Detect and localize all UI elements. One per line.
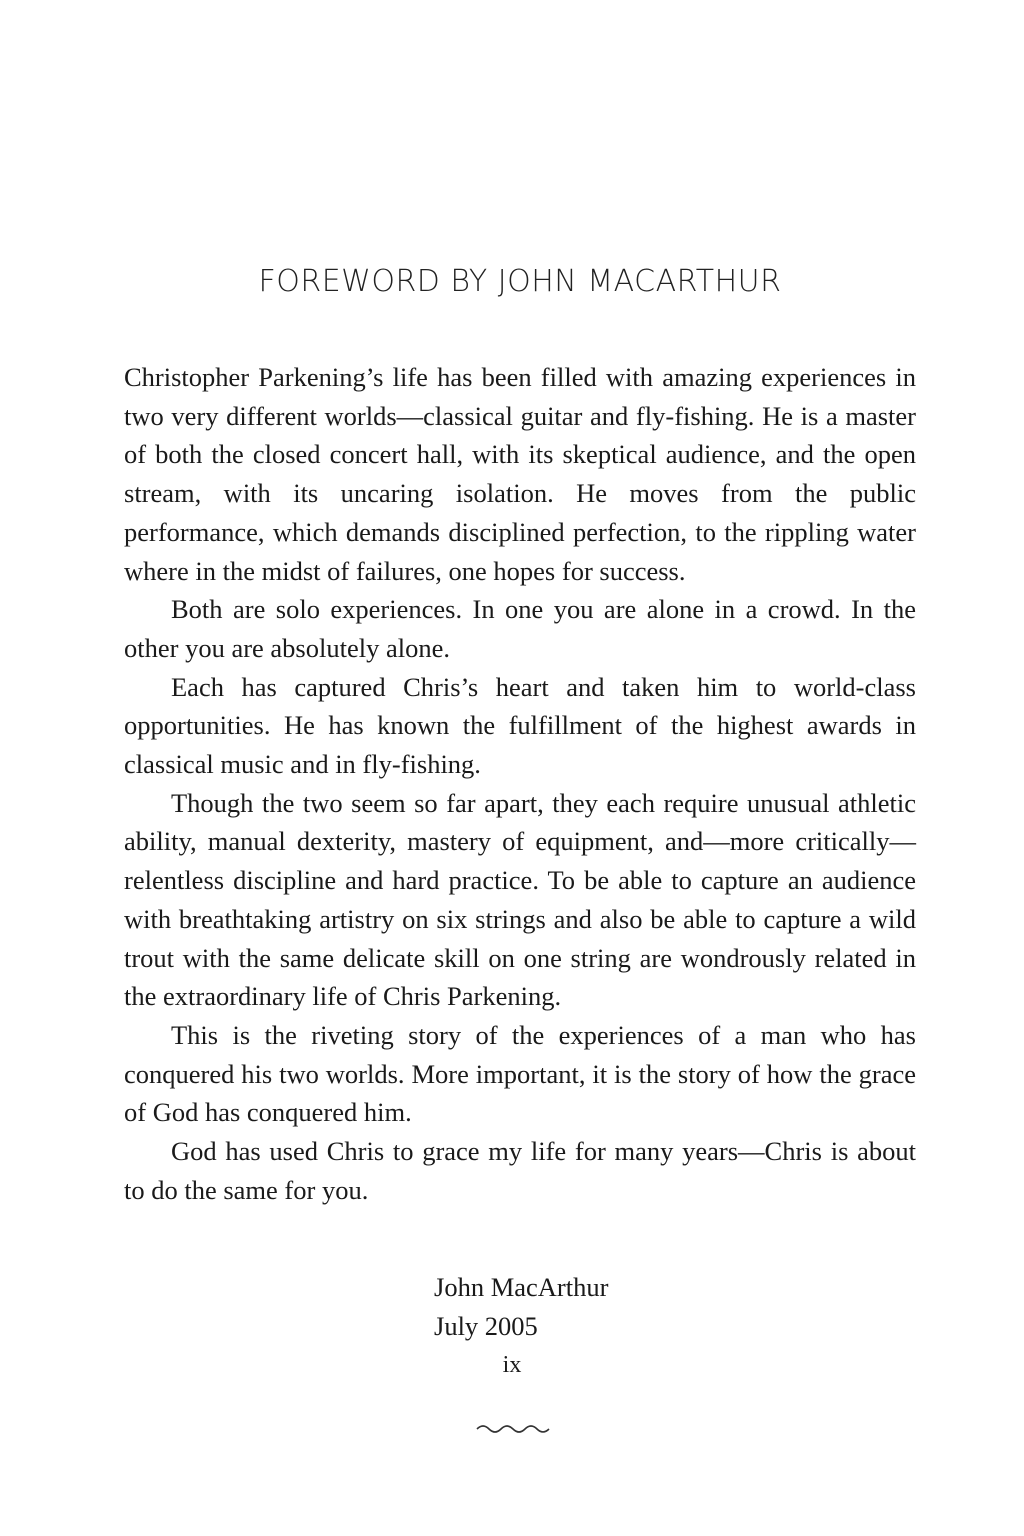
paragraph: Though the two seem so far apart, they each require unusual athletic ability, manual dexterity, mastery of equipment, and—more critically—relentless discipline and hard practice. To be able to capture an audience with breathtaking artistry on six strings and also be able to capture a wild trout with the same delicate skill on one string are wondrously related in the extraordinary life of Chris Parkening. [124, 787, 916, 1012]
chapter-title: FOREWORD BY JOHN MACARTHUR [258, 264, 782, 299]
page-number: ix [502, 1352, 522, 1378]
paragraph: Christopher Parkening’s life has been filled with amazing experiences in two very different worlds—classical guitar and fly-fishing. He is a master of both the closed concert hall, with its skeptical audience, and the open stream, with its uncaring isolation. He moves from the public performance, which demands disciplined perfection, to the rippling water where in the midst of failures, one hopes for success. [124, 362, 916, 586]
wave-ornament-icon [475, 1420, 551, 1436]
paragraph: God has used Chris to grace my life for many years—Chris is about to do the same for you. [124, 1136, 916, 1205]
author-name: John MacArthur [434, 1272, 609, 1302]
foreword-body [124, 358, 916, 1209]
paragraph: This is the riveting story of the experiences of a man who has conquered his two worlds. More important, it is the story of how the grace of God has conquered him. [124, 1019, 916, 1128]
signature-block [434, 1268, 608, 1346]
paragraph: Each has captured Chris’s heart and taken him to world-class opportunities. He has known the fulfillment of the highest awards in classical music and in fly-fishing. [124, 671, 916, 780]
signature-date: July 2005 [434, 1311, 538, 1341]
paragraph: Both are solo experiences. In one you are alone in a crowd. In the other you are absolutely alone. [124, 594, 916, 663]
